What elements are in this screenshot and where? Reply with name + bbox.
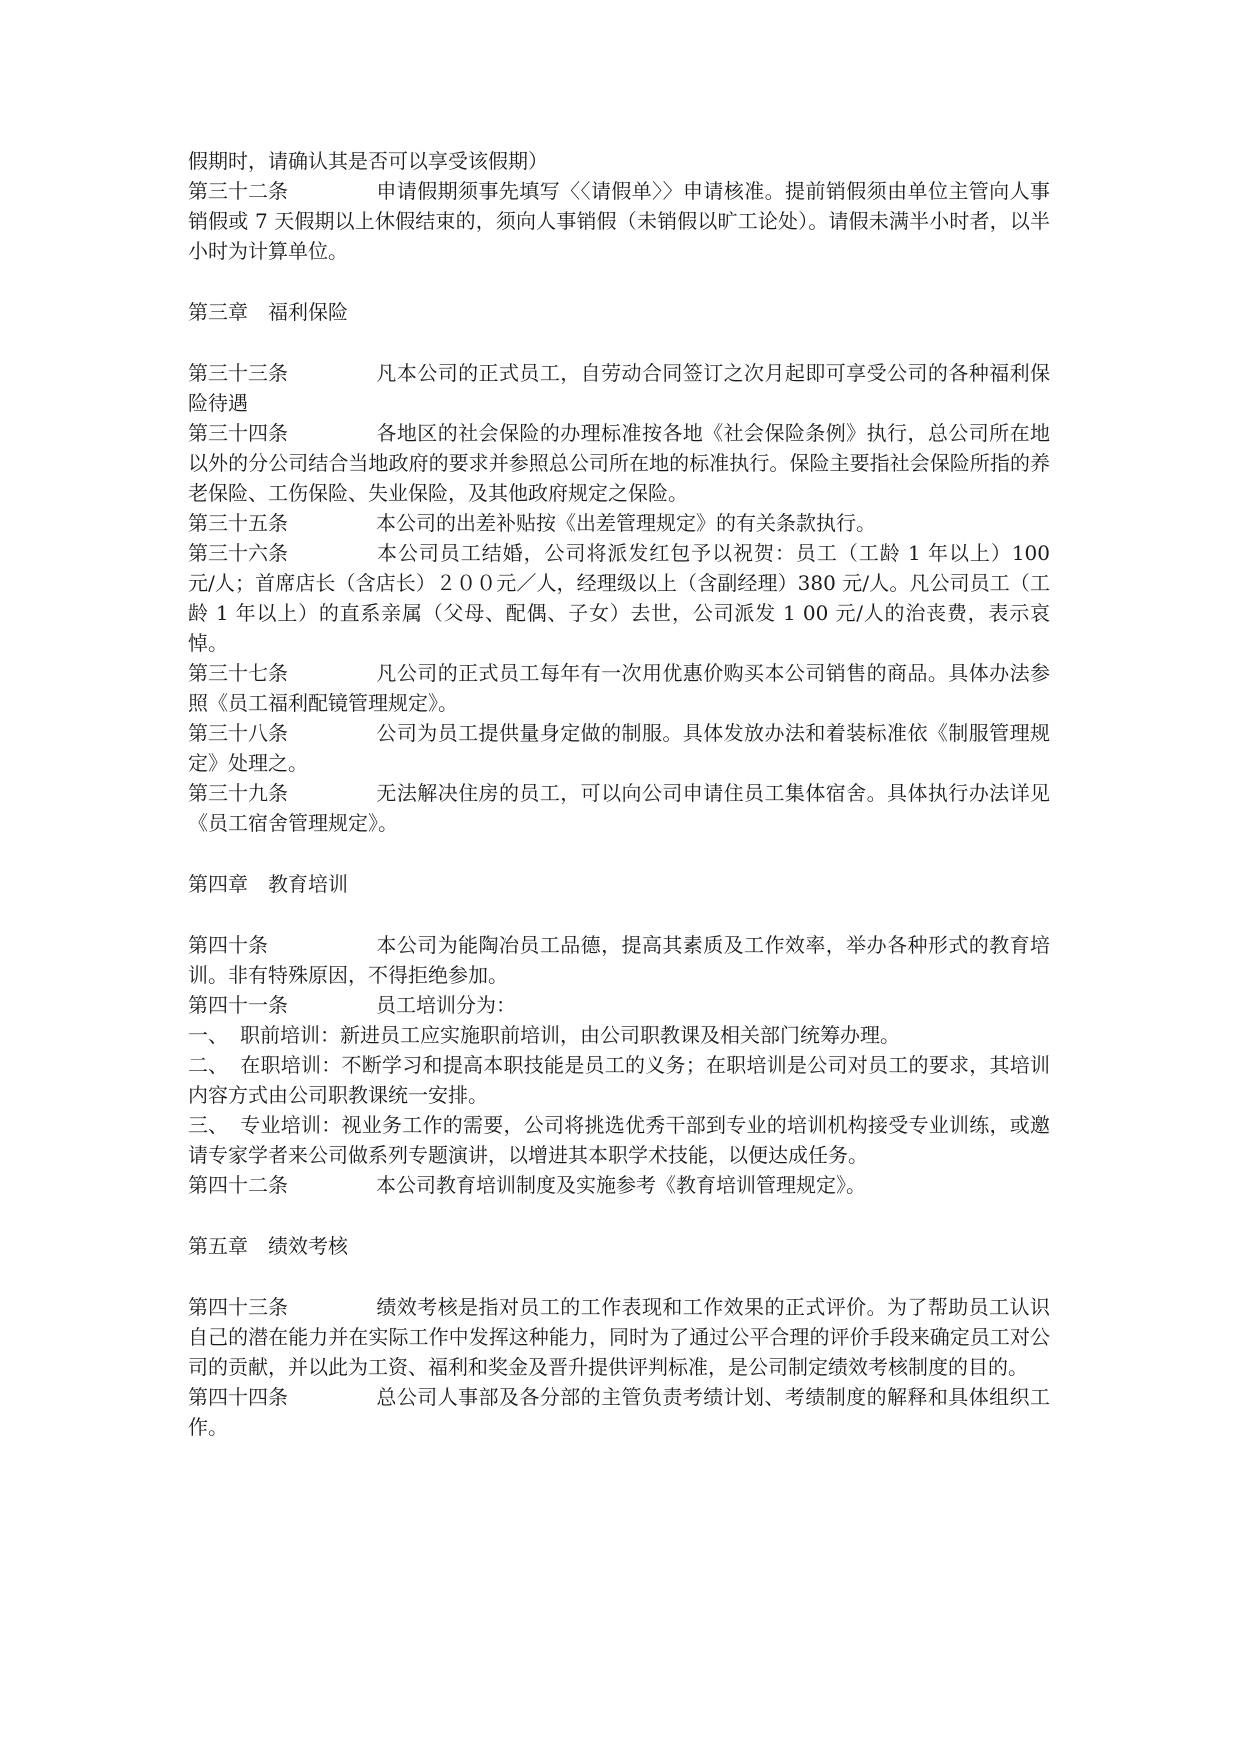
article-33-label: 第三十三条 bbox=[188, 361, 288, 385]
article-32-text: 申请假期须事先填写〈〈请假单〉〉申请核准。提前销假须由单位主管向人事销假或 7 天假期以上休假结束的，须向人事销假（未销假以旷工论处）。请假未满半小时者，以半小时为计算单位。 bbox=[188, 179, 1050, 263]
article-37-text: 凡公司的正式员工每年有一次用优惠价购买本公司销售的商品。具体办法参照《员工福利配镜管理规定》。 bbox=[188, 661, 1050, 715]
article-42-text: 本公司教育培训制度及实施参考《教育培训管理规定》。 bbox=[376, 1173, 866, 1197]
chapter-3-number: 第三章 bbox=[188, 300, 248, 324]
spacer bbox=[188, 838, 1050, 869]
list-item-3-label: 三、 bbox=[188, 1113, 228, 1137]
article-35 bbox=[188, 508, 1050, 538]
article-34-text: 各地区的社会保险的办理标准按各地《社会保险条例》执行，总公司所在地以外的分公司结合当地政府的要求并参照总公司所在地的标准执行。保险主要指社会保险所指的养老保险、工伤保险、失业保险，及其他政府规定之保险。 bbox=[188, 421, 1050, 505]
list-item-3-text: 专业培训：视业务工作的需要，公司将挑选优秀干部到专业的培训机构接受专业训练，或邀请专家学者来公司做系列专题演讲，以增进其本职学术技能，以便达成任务。 bbox=[188, 1113, 1050, 1167]
article-39 bbox=[188, 778, 1050, 838]
article-38-text: 公司为员工提供量身定做的制服。具体发放办法和着装标准依《制服管理规定》处理之。 bbox=[188, 721, 1050, 775]
article-43 bbox=[188, 1292, 1050, 1382]
article-36-text: 本公司员工结婚，公司将派发红包予以祝贺：员工（工龄 1 年以上）100 元/人；首席店长（含店长）２００元／人，经理级以上（含副经理）380 元/人。凡公司员工（工龄 1 年以上）的直系亲属（父母、配偶、子女）去世，公司派发 1 00 元/人的治丧费，表示哀悼。 bbox=[188, 541, 1050, 655]
article-34-label: 第三十四条 bbox=[188, 421, 288, 445]
chapter-4-number: 第四章 bbox=[188, 872, 248, 896]
intro-paragraph: 假期时，请确认其是否可以享受该假期） bbox=[188, 149, 548, 173]
article-38 bbox=[188, 718, 1050, 778]
article-36-label: 第三十六条 bbox=[188, 541, 288, 565]
article-40-label: 第四十条 bbox=[188, 933, 268, 957]
article-36 bbox=[188, 538, 1050, 658]
article-40 bbox=[188, 930, 1050, 990]
list-item-2-label: 二、 bbox=[188, 1053, 228, 1077]
list-item-1-label: 一、 bbox=[188, 1023, 228, 1047]
spacer bbox=[188, 899, 1050, 930]
chapter-5-title: 绩效考核 bbox=[268, 1234, 348, 1258]
chapter-3-heading bbox=[188, 297, 1050, 327]
article-33-text: 凡本公司的正式员工，自劳动合同签订之次月起即可享受公司的各种福利保险待遇 bbox=[188, 361, 1050, 415]
article-37 bbox=[188, 658, 1050, 718]
list-item-1 bbox=[188, 1020, 1050, 1050]
article-33 bbox=[188, 358, 1050, 418]
article-38-label: 第三十八条 bbox=[188, 721, 288, 745]
article-42 bbox=[188, 1170, 1050, 1200]
chapter-4-title: 教育培训 bbox=[268, 872, 348, 896]
article-32 bbox=[188, 176, 1050, 266]
article-34 bbox=[188, 418, 1050, 508]
document-body bbox=[188, 146, 1050, 1442]
article-44 bbox=[188, 1382, 1050, 1442]
article-42-label: 第四十二条 bbox=[188, 1173, 288, 1197]
chapter-3-title: 福利保险 bbox=[268, 300, 348, 324]
chapter-5-heading bbox=[188, 1231, 1050, 1261]
article-41-text: 员工培训分为： bbox=[376, 993, 516, 1017]
spacer bbox=[188, 1200, 1050, 1231]
article-43-text: 绩效考核是指对员工的工作表现和工作效果的正式评价。为了帮助员工认识自己的潜在能力并在实际工作中发挥这种能力，同时为了通过公平合理的评价手段来确定员工对公司的贡献，并以此为工资、福利和奖金及晋升提供评判标准，是公司制定绩效考核制度的目的。 bbox=[188, 1295, 1050, 1379]
article-37-label: 第三十七条 bbox=[188, 661, 288, 685]
article-43-label: 第四十三条 bbox=[188, 1295, 288, 1319]
article-44-text: 总公司人事部及各分部的主管负责考绩计划、考绩制度的解释和具体组织工作。 bbox=[188, 1385, 1050, 1439]
article-35-text: 本公司的出差补贴按《出差管理规定》的有关条款执行。 bbox=[376, 511, 876, 535]
spacer bbox=[188, 1261, 1050, 1292]
spacer bbox=[188, 266, 1050, 297]
article-39-text: 无法解决住房的员工，可以向公司申请住员工集体宿舍。具体执行办法详见《员工宿舍管理规定》。 bbox=[188, 781, 1050, 835]
spacer bbox=[188, 327, 1050, 358]
article-35-label: 第三十五条 bbox=[188, 511, 288, 535]
list-item-3 bbox=[188, 1110, 1050, 1170]
article-41 bbox=[188, 990, 1050, 1020]
list-item-2 bbox=[188, 1050, 1050, 1110]
chapter-5-number: 第五章 bbox=[188, 1234, 248, 1258]
article-41-label: 第四十一条 bbox=[188, 993, 288, 1017]
article-44-label: 第四十四条 bbox=[188, 1385, 288, 1409]
list-item-1-text: 职前培训：新进员工应实施职前培训，由公司职教课及相关部门统筹办理。 bbox=[240, 1023, 900, 1047]
article-40-text: 本公司为能陶冶员工品德，提高其素质及工作效率，举办各种形式的教育培训。非有特殊原因，不得拒绝参加。 bbox=[188, 933, 1050, 987]
chapter-4-heading bbox=[188, 869, 1050, 899]
article-39-label: 第三十九条 bbox=[188, 781, 288, 805]
article-32-label: 第三十二条 bbox=[188, 179, 288, 203]
list-item-2-text: 在职培训：不断学习和提高本职技能是员工的义务；在职培训是公司对员工的要求，其培训内容方式由公司职教课统一安排。 bbox=[188, 1053, 1050, 1107]
